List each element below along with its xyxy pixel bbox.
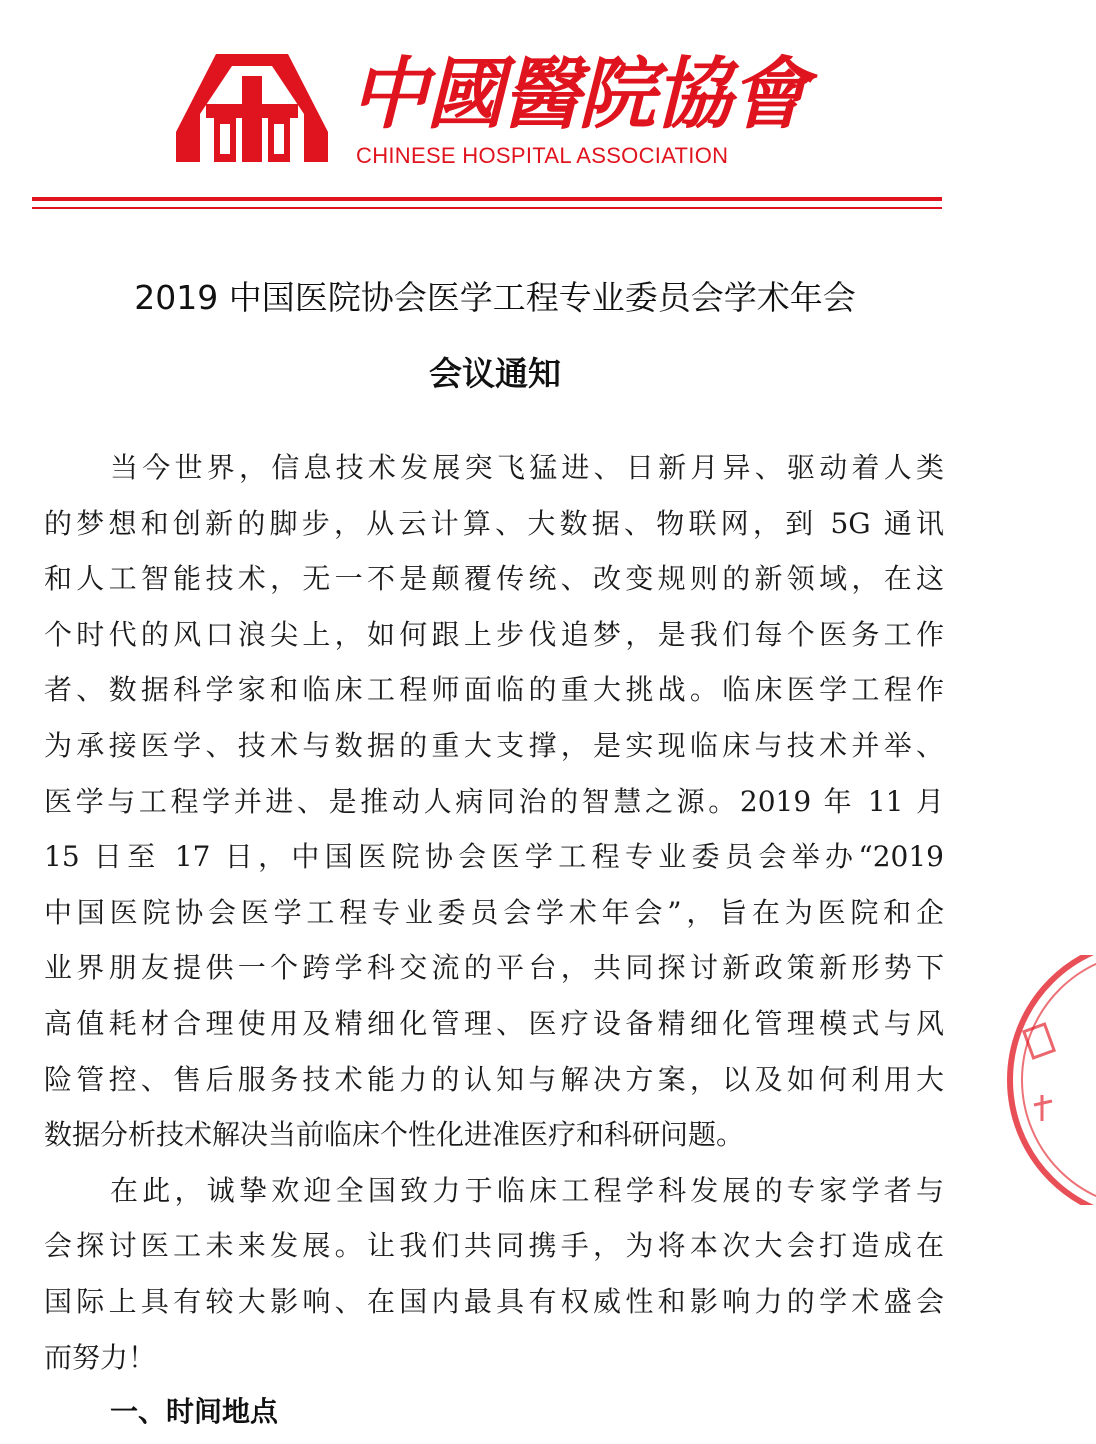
org-name-english: CHINESE HOSPITAL ASSOCIATION <box>356 143 729 168</box>
paragraph2-line: 国际上具有较大影响、在国内最具有权威性和影响力的学术盛会 <box>44 1284 944 1318</box>
org-name-chinese: 中國醫院協會 <box>350 49 807 140</box>
paragraph1-line: 的梦想和创新的脚步，从云计算、大数据、物联网，到 5G 通讯 <box>44 506 944 540</box>
paragraph1-line: 者、数据科学家和临床工程师面临的重大挑战。临床医学工程作 <box>44 673 944 707</box>
paragraph1-line: 和人工智能技术，无一不是颠覆传统、改变规则的新领域，在这 <box>44 562 944 596</box>
paragraph1-line: 为承接医学、技术与数据的重大支撑，是实现临床与技术并举、 <box>44 728 944 762</box>
body-text <box>44 440 944 1385</box>
paragraph1-line: 医学与工程学并进、是推动人病同治的智慧之源。2019 年 11 月 <box>44 784 944 818</box>
paragraph1-line: 当今世界，信息技术发展突飞猛进、日新月异、驱动着人类 <box>110 451 944 484</box>
paragraph2-line: 会探讨医工未来发展。让我们共同携手，为将本次大会打造成在 <box>44 1229 944 1263</box>
official-seal-icon <box>1000 955 1096 1205</box>
paragraph1-line: 高值耗材合理使用及精细化管理、医疗设备精细化管理模式与风 <box>44 1006 944 1040</box>
header-rule-thin <box>32 207 942 209</box>
document-title: 2019 中国医院协会医学工程专业委员会学术年会 <box>134 278 856 317</box>
letterhead <box>0 0 1096 220</box>
paragraph1-line: 业界朋友提供一个跨学科交流的平台，共同探讨新政策新形势下 <box>44 951 944 985</box>
paragraph1-line: 个时代的风口浪尖上，如何跟上步伐追梦，是我们每个医务工作 <box>44 617 944 651</box>
paragraph2-line: 在此，诚挚欢迎全国致力于临床工程学科发展的专家学者与 <box>110 1173 944 1207</box>
paragraph1-line: 15 日至 17 日，中国医院协会医学工程专业委员会举办“2019 <box>44 840 944 874</box>
cha-logo-icon <box>176 54 328 162</box>
paragraph1-line: 险管控、售后服务技术能力的认知与解决方案，以及如何利用大 <box>44 1062 944 1096</box>
paragraph1-line: 中国医院协会医学工程专业委员会学术年会”，旨在为医院和企 <box>44 895 944 929</box>
paragraph2-line: 而努力！ <box>44 1340 157 1374</box>
header-rule-thick <box>32 197 942 201</box>
paragraph1-line: 数据分析技术解决当前临床个性化进准医疗和科研问题。 <box>44 1118 745 1152</box>
section-heading-time-location: 一、时间地点 <box>110 1395 279 1428</box>
document-subtitle: 会议通知 <box>429 354 561 393</box>
